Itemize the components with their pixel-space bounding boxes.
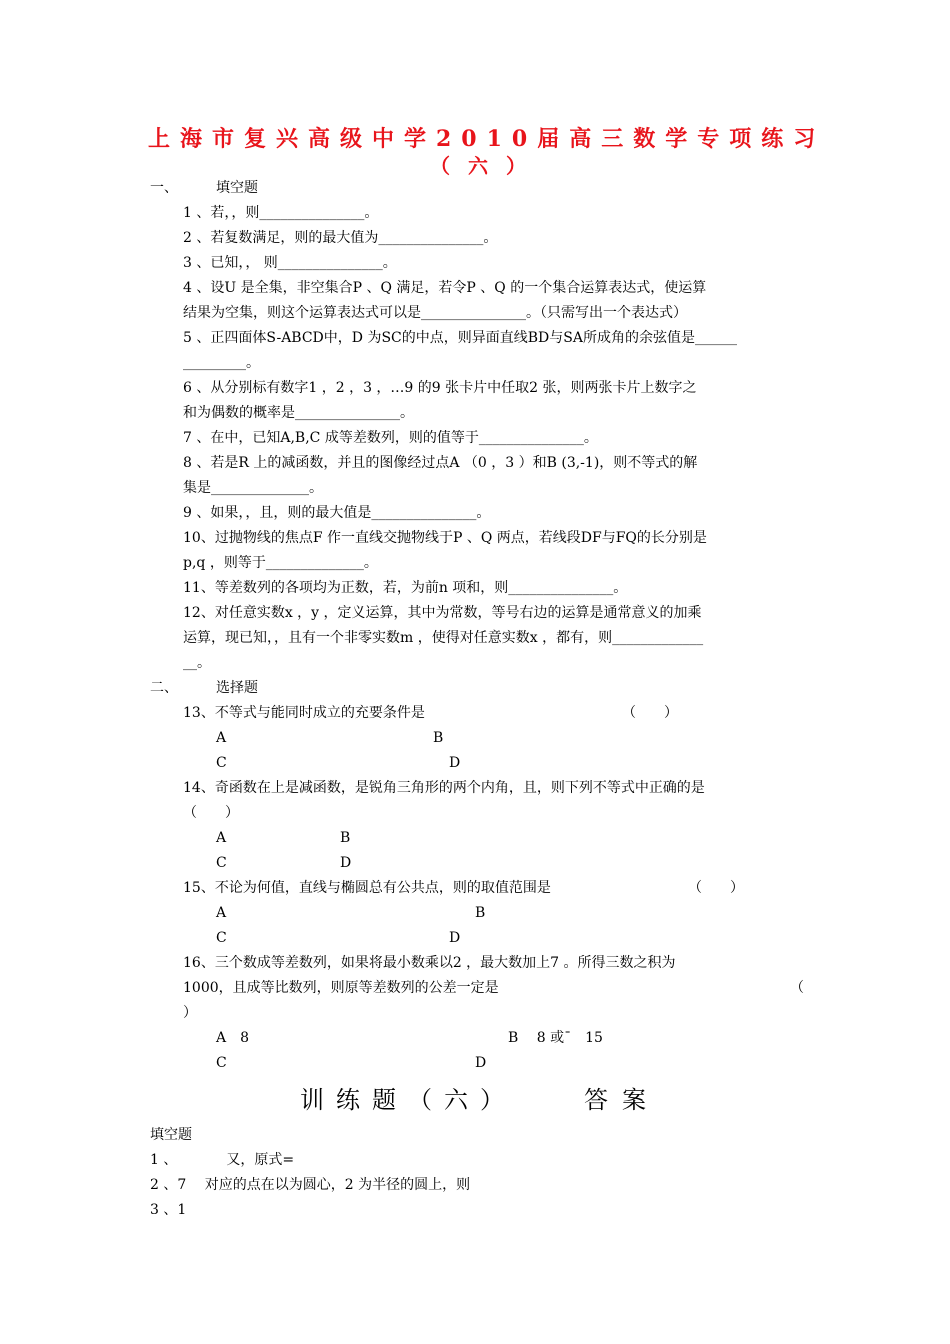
question-13-answer-bracket: （ ）: [622, 705, 678, 721]
question-14-answer-bracket: （ ）: [183, 805, 239, 821]
question-12-line-3: __。: [183, 655, 211, 671]
answer-1: 1 、 又，原式=: [150, 1152, 295, 1168]
section-1-number: 一、: [150, 180, 178, 196]
question-15-option-b: B: [475, 905, 486, 921]
question-13: 13、不等式与能同时成立的充要条件是: [183, 705, 425, 721]
question-4-line-1: 4 、设U 是全集，非空集合P 、Q 满足，若令P 、Q 的一个集合运算表达式，使运算: [183, 280, 707, 296]
question-16-line-2: 1000，且成等比数列，则原等差数列的公差一定是: [183, 980, 499, 996]
answers-title: 训练题（六）: [300, 1086, 516, 1114]
question-3: 3 、已知，， 则_______________。: [183, 255, 397, 271]
question-15-option-c: C: [216, 930, 227, 946]
question-11: 11、等差数列的各项均为正数，若，为前n 项和，则_______________。: [183, 580, 628, 596]
answer-2: 2 、7 对应的点在以为圆心，2 为半径的圆上，则: [150, 1177, 471, 1193]
question-13-option-b: B: [433, 730, 444, 746]
question-13-option-c: C: [216, 755, 227, 771]
question-16-option-c: C: [216, 1055, 227, 1071]
question-15-answer-bracket: （ ）: [688, 880, 744, 896]
question-15-option-a: A: [216, 905, 227, 921]
question-13-option-a: A: [216, 730, 227, 746]
section-2-number: 二、: [150, 680, 178, 696]
question-2: 2 、若复数满足，则的最大值为_______________。: [183, 230, 498, 246]
question-16-option-b: B 8 或ˉ 15: [508, 1030, 603, 1046]
answers-section-title: 填空题: [150, 1127, 192, 1143]
question-14-line-1: 14、奇函数在上是减函数，是锐角三角形的两个内角，且，则下列不等式中正确的是: [183, 780, 705, 796]
question-5-line-1: 5 、正四面体S-ABCD中，D 为SC的中点，则异面直线BD与SA所成角的余弦值是______: [183, 330, 737, 346]
document-title: 上海市复兴高级中学2010届高三数学专项练习: [148, 126, 826, 152]
question-9: 9 、如果，，且，则的最大值是_______________。: [183, 505, 491, 521]
question-12-line-1: 12、对任意实数x ，y ，定义运算，其中为常数，等号右边的运算是通常意义的加乘: [183, 605, 702, 621]
section-1-title: 填空题: [216, 180, 258, 196]
question-15: 15、不论为何值，直线与椭圆总有公共点，则的取值范围是: [183, 880, 551, 896]
question-16-bracket-close: ）: [183, 1005, 197, 1021]
question-7: 7 、在中，已知A,B,C 成等差数列，则的值等于_______________。: [183, 430, 598, 446]
question-14-option-d: D: [340, 855, 352, 871]
question-14-option-c: C: [216, 855, 227, 871]
question-16-option-d: D: [475, 1055, 487, 1071]
question-12-line-2: 运算，现已知，，且有一个非零实数m ，使得对任意实数x ，都有，则_____________: [183, 630, 704, 646]
question-16-line-1: 16、三个数成等差数列，如果将最小数乘以2 ，最大数加上7 。所得三数之积为: [183, 955, 676, 971]
question-14-option-b: B: [340, 830, 351, 846]
answers-title-suffix: 答案: [584, 1086, 660, 1114]
question-8-line-2: 集是______________。: [183, 480, 323, 496]
section-2-title: 选择题: [216, 680, 258, 696]
question-10-line-2: p,q ，则等于______________。: [183, 555, 378, 571]
answer-3: 3 、1: [150, 1202, 187, 1218]
question-6-line-2: 和为偶数的概率是_______________。: [183, 405, 414, 421]
question-14-option-a: A: [216, 830, 227, 846]
question-16-bracket-open: （: [790, 980, 804, 996]
document-title-number: （六）: [430, 154, 544, 178]
question-6-line-1: 6 、从分别标有数字1 ，2 ，3 ，…9 的9 张卡片中任取2 张，则两张卡片上数字之: [183, 380, 697, 396]
question-5-line-2: _________。: [183, 355, 260, 371]
question-1: 1 、若，，则_______________。: [183, 205, 379, 221]
question-10-line-1: 10、过抛物线的焦点F 作一直线交抛物线于P 、Q 两点，若线段DF与FQ的长分别是: [183, 530, 707, 546]
question-15-option-d: D: [449, 930, 461, 946]
question-4-line-2: 结果为空集，则这个运算表达式可以是_______________。（只需写出一个表达式）: [183, 305, 687, 321]
question-13-option-d: D: [449, 755, 461, 771]
question-16-option-a: A 8: [216, 1030, 250, 1046]
question-8-line-1: 8 、若是R 上的减函数，并且的图像经过点A （0 ，3 ）和B (3,-1)，则不等式的解: [183, 455, 698, 471]
